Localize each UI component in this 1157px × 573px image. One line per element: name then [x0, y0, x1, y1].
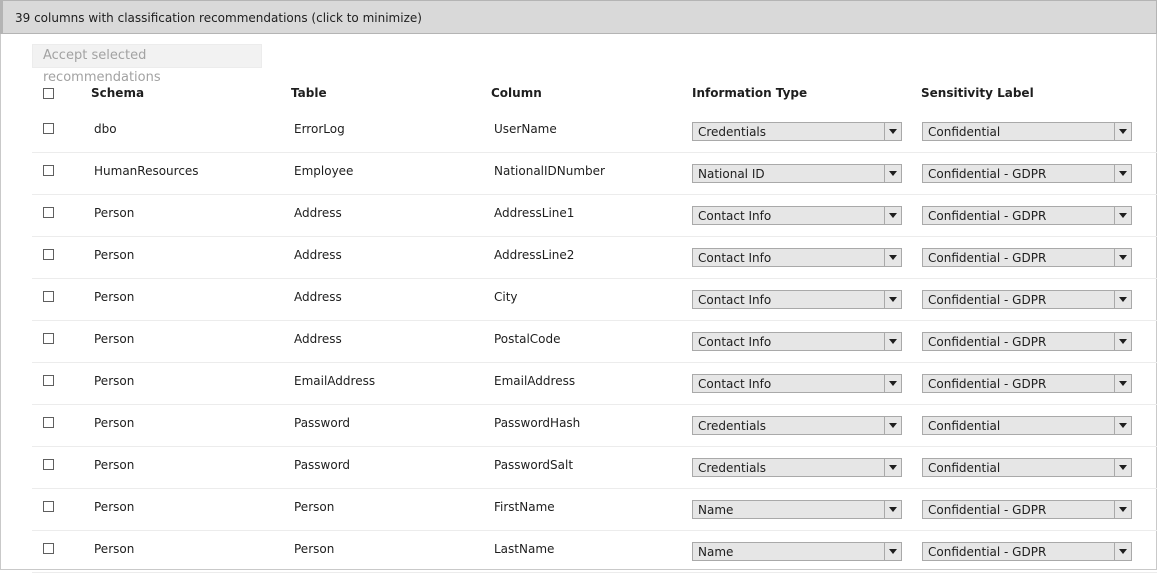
- chevron-down-icon[interactable]: [884, 249, 901, 266]
- dropdown-value: Credentials: [698, 125, 767, 139]
- cell-schema: HumanResources: [94, 164, 199, 178]
- dropdown-value: Confidential - GDPR: [928, 377, 1047, 391]
- sensitivity-label-dropdown[interactable]: [922, 416, 1132, 435]
- cell-column: City: [494, 290, 518, 304]
- cell-column: AddressLine1: [494, 206, 575, 220]
- cell-schema: Person: [94, 248, 135, 262]
- information-type-dropdown[interactable]: [692, 374, 902, 393]
- column-header-column[interactable]: Column: [491, 86, 542, 100]
- chevron-down-icon[interactable]: [884, 459, 901, 476]
- table-row: [32, 153, 1157, 195]
- cell-column: FirstName: [494, 500, 555, 514]
- chevron-down-icon[interactable]: [884, 165, 901, 182]
- cell-column: AddressLine2: [494, 248, 575, 262]
- column-header-schema[interactable]: Schema: [91, 86, 145, 100]
- dropdown-value: Credentials: [698, 419, 767, 433]
- cell-column: PostalCode: [494, 332, 561, 346]
- chevron-down-icon[interactable]: [884, 207, 901, 224]
- table-row: [32, 279, 1157, 321]
- chevron-down-icon[interactable]: [884, 501, 901, 518]
- table-row: [32, 447, 1157, 489]
- chevron-down-icon[interactable]: [1114, 459, 1131, 476]
- row-checkbox[interactable]: [43, 165, 54, 176]
- dropdown-value: Contact Info: [698, 293, 772, 307]
- information-type-dropdown[interactable]: [692, 164, 902, 183]
- row-checkbox[interactable]: [43, 543, 54, 554]
- cell-table: Address: [294, 206, 342, 220]
- chevron-down-icon[interactable]: [1114, 333, 1131, 350]
- information-type-dropdown[interactable]: [692, 416, 902, 435]
- information-type-dropdown[interactable]: [692, 290, 902, 309]
- row-checkbox[interactable]: [43, 207, 54, 218]
- cell-table: Address: [294, 290, 342, 304]
- cell-column: PasswordHash: [494, 416, 581, 430]
- dropdown-value: Contact Info: [698, 377, 772, 391]
- chevron-down-icon[interactable]: [1114, 207, 1131, 224]
- sensitivity-label-dropdown[interactable]: [922, 122, 1132, 141]
- table-row: [32, 237, 1157, 279]
- chevron-down-icon[interactable]: [1114, 375, 1131, 392]
- chevron-down-icon[interactable]: [884, 543, 901, 560]
- sensitivity-label-dropdown[interactable]: [922, 248, 1132, 267]
- cell-column: UserName: [494, 122, 557, 136]
- row-checkbox[interactable]: [43, 291, 54, 302]
- table-row: [32, 321, 1157, 363]
- chevron-down-icon[interactable]: [1114, 417, 1131, 434]
- chevron-down-icon[interactable]: [884, 375, 901, 392]
- sensitivity-label-dropdown[interactable]: [922, 164, 1132, 183]
- sensitivity-label-dropdown[interactable]: [922, 332, 1132, 351]
- table-row: [32, 111, 1157, 153]
- dropdown-value: Confidential: [928, 419, 1001, 433]
- cell-column: PasswordSalt: [494, 458, 574, 472]
- dropdown-value: National ID: [698, 167, 765, 181]
- select-all-checkbox[interactable]: [43, 88, 54, 99]
- cell-table: Person: [294, 542, 335, 556]
- information-type-dropdown[interactable]: [692, 542, 902, 561]
- cell-column: LastName: [494, 542, 555, 556]
- cell-schema: Person: [94, 290, 135, 304]
- dropdown-value: Contact Info: [698, 251, 772, 265]
- dropdown-value: Confidential - GDPR: [928, 545, 1047, 559]
- dropdown-value: Name: [698, 545, 734, 559]
- cell-schema: dbo: [94, 122, 117, 136]
- row-checkbox[interactable]: [43, 123, 54, 134]
- row-checkbox[interactable]: [43, 417, 54, 428]
- table-row: [32, 531, 1157, 573]
- cell-table: Person: [294, 500, 335, 514]
- column-header-table[interactable]: Table: [291, 86, 327, 100]
- chevron-down-icon[interactable]: [1114, 291, 1131, 308]
- cell-schema: Person: [94, 206, 135, 220]
- cell-schema: Person: [94, 374, 135, 388]
- cell-table: EmailAddress: [294, 374, 376, 388]
- dropdown-value: Contact Info: [698, 209, 772, 223]
- sensitivity-label-dropdown[interactable]: [922, 458, 1132, 477]
- chevron-down-icon[interactable]: [884, 123, 901, 140]
- dropdown-value: Contact Info: [698, 335, 772, 349]
- recommendations-header[interactable]: 39 columns with classification recommendations (click to minimize): [0, 0, 1157, 34]
- chevron-down-icon[interactable]: [1114, 249, 1131, 266]
- row-checkbox[interactable]: [43, 249, 54, 260]
- chevron-down-icon[interactable]: [1114, 123, 1131, 140]
- information-type-dropdown[interactable]: [692, 206, 902, 225]
- sensitivity-label-dropdown[interactable]: [922, 206, 1132, 225]
- table-row: [32, 489, 1157, 531]
- row-checkbox[interactable]: [43, 501, 54, 512]
- dropdown-value: Confidential - GDPR: [928, 293, 1047, 307]
- chevron-down-icon[interactable]: [884, 417, 901, 434]
- cell-table: Address: [294, 248, 342, 262]
- table-row: [32, 405, 1157, 447]
- dropdown-value: Confidential - GDPR: [928, 335, 1047, 349]
- cell-column: EmailAddress: [494, 374, 576, 388]
- cell-schema: Person: [94, 416, 135, 430]
- chevron-down-icon[interactable]: [1114, 165, 1131, 182]
- accept-recommendations-button[interactable]: Accept selected recommendations: [32, 44, 262, 68]
- dropdown-value: Confidential: [928, 461, 1001, 475]
- cell-table: ErrorLog: [294, 122, 345, 136]
- chevron-down-icon[interactable]: [1114, 543, 1131, 560]
- column-header-information-type[interactable]: Information Type: [692, 86, 808, 100]
- dropdown-value: Confidential - GDPR: [928, 503, 1047, 517]
- chevron-down-icon[interactable]: [1114, 501, 1131, 518]
- row-checkbox[interactable]: [43, 459, 54, 470]
- cell-schema: Person: [94, 500, 135, 514]
- sensitivity-label-dropdown[interactable]: [922, 500, 1132, 519]
- sensitivity-label-dropdown[interactable]: [922, 290, 1132, 309]
- sensitivity-label-dropdown[interactable]: [922, 542, 1132, 561]
- cell-table: Password: [294, 416, 351, 430]
- cell-table: Password: [294, 458, 351, 472]
- table-row: [32, 195, 1157, 237]
- row-checkbox[interactable]: [43, 375, 54, 386]
- information-type-dropdown[interactable]: [692, 332, 902, 351]
- chevron-down-icon[interactable]: [884, 291, 901, 308]
- information-type-dropdown[interactable]: [692, 122, 902, 141]
- dropdown-value: Name: [698, 503, 734, 517]
- dropdown-value: Confidential: [928, 125, 1001, 139]
- cell-column: NationalIDNumber: [494, 164, 605, 178]
- cell-schema: Person: [94, 458, 135, 472]
- dropdown-value: Confidential - GDPR: [928, 251, 1047, 265]
- cell-schema: Person: [94, 332, 135, 346]
- dropdown-value: Credentials: [698, 461, 767, 475]
- dropdown-value: Confidential - GDPR: [928, 209, 1047, 223]
- cell-schema: Person: [94, 542, 135, 556]
- dropdown-value: Confidential - GDPR: [928, 167, 1047, 181]
- information-type-dropdown[interactable]: [692, 248, 902, 267]
- cell-table: Address: [294, 332, 342, 346]
- information-type-dropdown[interactable]: [692, 500, 902, 519]
- column-header-sensitivity-label[interactable]: Sensitivity Label: [921, 86, 1034, 100]
- information-type-dropdown[interactable]: [692, 458, 902, 477]
- chevron-down-icon[interactable]: [884, 333, 901, 350]
- row-checkbox[interactable]: [43, 333, 54, 344]
- cell-table: Employee: [294, 164, 354, 178]
- table-row: [32, 363, 1157, 405]
- sensitivity-label-dropdown[interactable]: [922, 374, 1132, 393]
